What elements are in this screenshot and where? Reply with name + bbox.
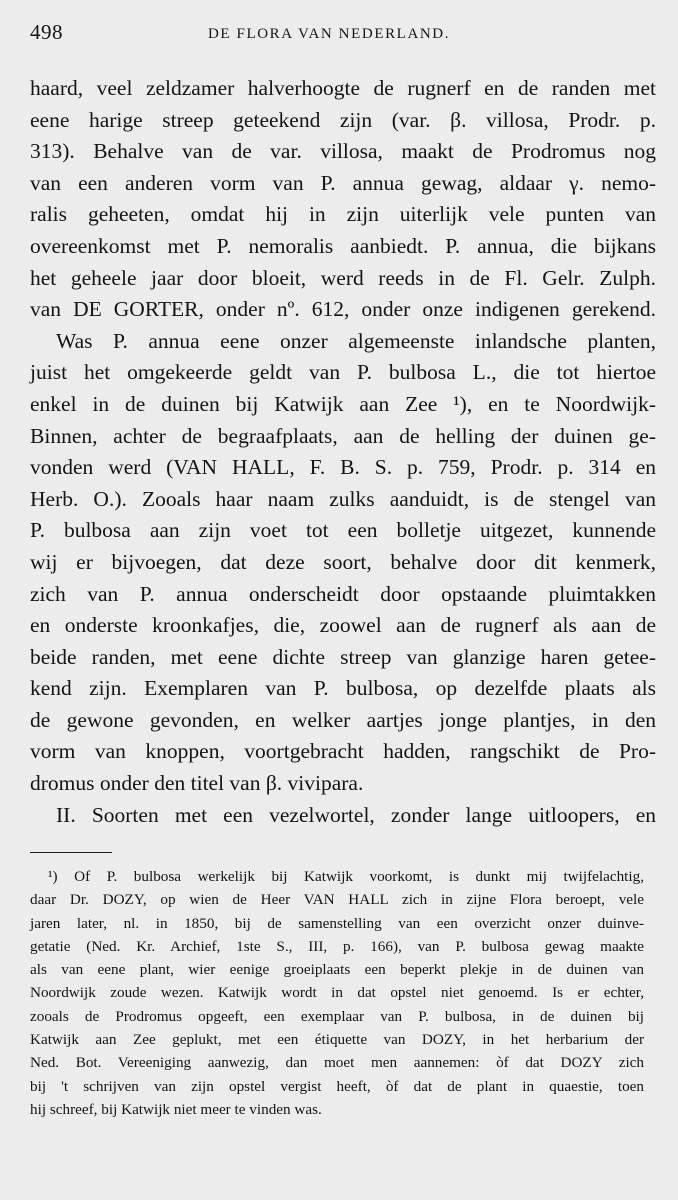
footnote-line: getatie (Ned. Kr. Archief, 1ste S., III, p. 166), van P. bulbosa gewag maakte <box>30 937 644 955</box>
body-line: ralis geheeten, omdat hij in zijn uiterlijk vele punten van <box>30 202 656 227</box>
footnote-separator <box>30 852 112 853</box>
body-line: haard, veel zeldzamer halverhoogte de rugnerf en de randen met <box>30 76 656 100</box>
footnote <box>30 865 644 1121</box>
footnote-line: jaren later, nl. in 1850, bij de samenstelling van een overzicht onzer duinve- <box>30 914 644 932</box>
page-header <box>30 20 650 50</box>
body-line: Herb. O.). Zooals haar naam zulks aanduidt, is de stengel van <box>30 486 656 511</box>
body-line: van DE GORTER, onder nº. 612, onder onze indigenen gerekend. <box>30 297 656 322</box>
body-line: overeenkomst met P. nemoralis aanbiedt. P. annua, die bijkans <box>30 233 656 258</box>
footnote-line: daar Dr. DOZY, op wien de Heer VAN HALL zich in zijne Flora beroept, vele <box>30 891 644 909</box>
body-line: vonden werd (VAN HALL, F. B. S. p. 759, Prodr. p. 314 en <box>30 455 656 480</box>
body-line: zich van P. annua onderscheidt door opstaande pluimtakken <box>30 581 656 606</box>
body-line: Binnen, achter de begraafplaats, aan de helling der duinen ge- <box>30 423 656 448</box>
footnote-line: ¹) Of P. bulbosa werkelijk bij Katwijk voorkomt, is dunkt mij twijfelachtig, <box>48 868 644 885</box>
body-line: 313). Behalve van de var. villosa, maakt de Prodromus nog <box>30 139 656 164</box>
footnote-line: als van eene plant, wier eenige groeiplaats een beperkt plekje in de duinen van <box>30 961 644 979</box>
footnote-line: zooals de Prodromus opgeeft, een exemplaar van P. bulbosa, in de duinen bij <box>30 1007 644 1025</box>
body-line: en onderste kroonkafjes, die, zoowel aan de rugnerf als aan de <box>30 613 656 638</box>
paragraph-end-line: dromus onder den titel van β. vivipara. <box>30 771 364 796</box>
footnote-line: Katwijk aan Zee geplukt, met een étiquette van DOZY, in het herbarium der <box>30 1031 644 1049</box>
footnote-line: hij schreef, bij Katwijk niet meer te vinden was. <box>30 1100 322 1118</box>
body-line: vorm van knoppen, voortgebracht hadden, rangschikt de Pro- <box>30 739 656 764</box>
body-line: juist het omgekeerde geldt van P. bulbosa L., die tot hiertoe <box>30 360 656 385</box>
page-number: 498 <box>30 20 63 44</box>
body-line: het geheele jaar door bloeit, werd reeds in de Fl. Gelr. Zulph. <box>30 265 656 290</box>
body-line: van een anderen vorm van P. annua gewag, aldaar γ. nemo- <box>30 170 656 195</box>
paragraph-start-line: Was P. annua eene onzer algemeenste inlandsche planten, <box>56 328 656 353</box>
section-heading-line: II. Soorten met een vezelwortel, zonder lange uitloopers, en <box>56 802 656 827</box>
body-line: enkel in de duinen bij Katwijk aan Zee ¹), en te Noordwijk- <box>30 391 656 416</box>
body-line: de gewone gevonden, en welker aartjes jonge plantjes, in den <box>30 707 656 732</box>
body-line: kend zijn. Exemplaren van P. bulbosa, op dezelfde plaats als <box>30 676 656 701</box>
footnote-line: bij 't schrijven van zijn opstel vergist heeft, òf dat de plant in quaestie, toen <box>30 1077 644 1095</box>
footnote-line: Noordwijk zoude wezen. Katwijk wordt in dat opstel niet genoemd. Is er echter, <box>30 984 644 1002</box>
body-line: eene harige streep geteekend zijn (var. β. villosa, Prodr. p. <box>30 107 656 132</box>
body-line: beide randen, met eene dichte streep van glanzige haren getee- <box>30 644 656 669</box>
body-text <box>30 73 656 831</box>
body-line: wij er bijvoegen, dat deze soort, behalve door dit kenmerk, <box>30 549 656 574</box>
footnote-line: Ned. Bot. Vereeniging aanwezig, dan moet men aannemen: òf dat DOZY zich <box>30 1054 644 1072</box>
running-head: DE FLORA VAN NEDERLAND. <box>208 26 451 42</box>
body-line: P. bulbosa aan zijn voet tot een bolletje uitgezet, kunnende <box>30 518 656 543</box>
